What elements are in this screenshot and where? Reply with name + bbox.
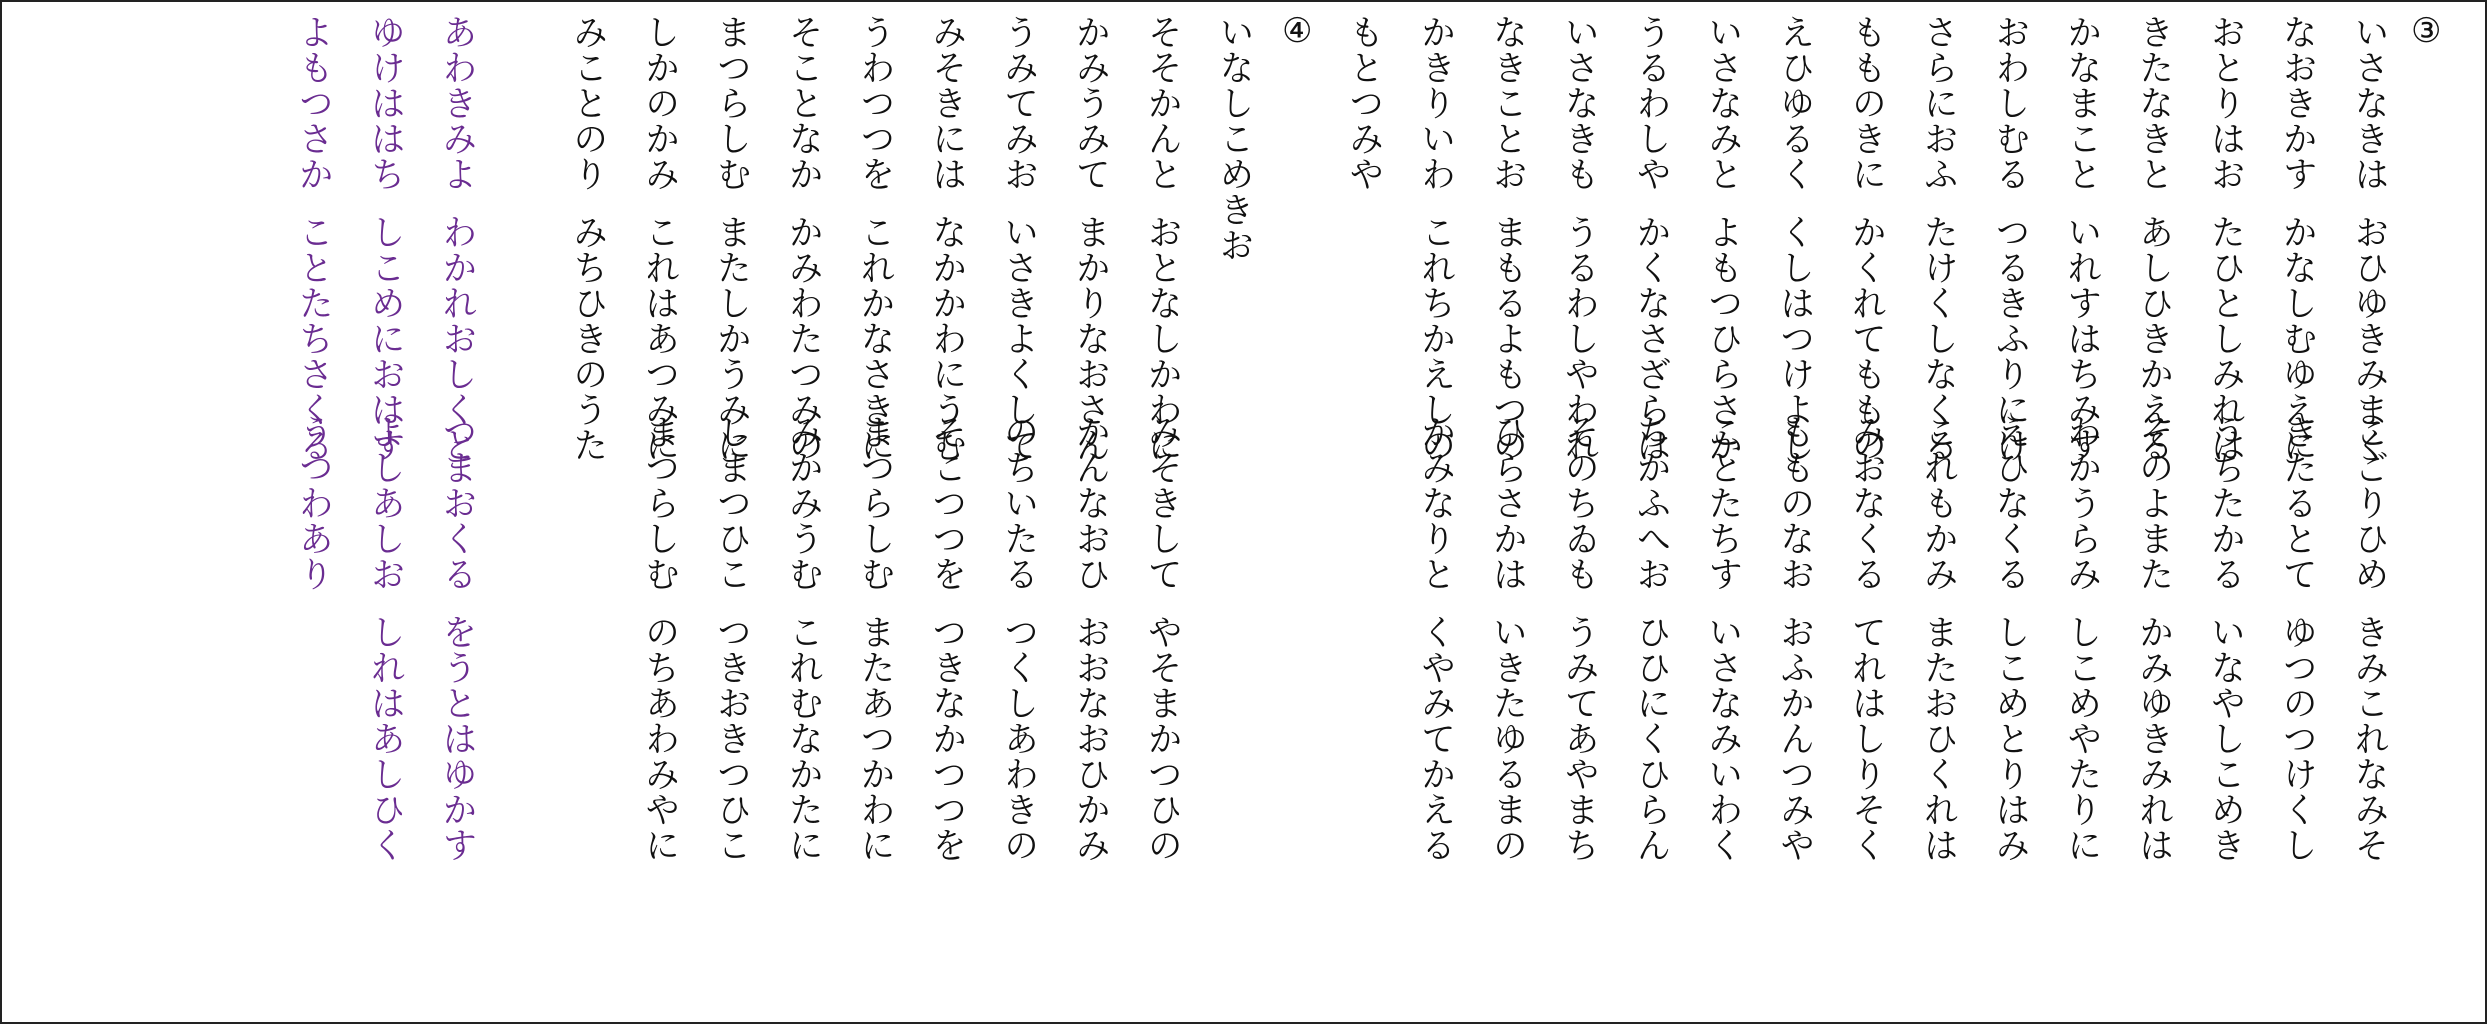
text-segment: みおなくる <box>1846 414 1887 592</box>
text-segment: そのよまた <box>2133 414 2174 592</box>
text-segment: うわつつを <box>855 14 895 192</box>
text-segment: みかみうむ <box>783 414 824 592</box>
text-segment: またしかうみに <box>711 214 752 463</box>
section-marker-3: ③ <box>2411 11 2442 51</box>
section4-lines-column <box>852 14 895 863</box>
text-segment: うつわあり <box>293 414 334 592</box>
section4-lines-column <box>996 14 1039 863</box>
text-segment: おとなしかわに <box>1142 214 1183 463</box>
text-segment: こごりひめ <box>2349 414 2389 592</box>
text-segment: えひゆるく <box>1774 14 1815 192</box>
text-segment: なおきかす <box>2277 14 2318 192</box>
section3-lines-column <box>2202 14 2246 863</box>
section4-lines-column <box>637 14 680 863</box>
section4-lines-column <box>780 14 824 863</box>
text-segment: つきおきつひこ <box>711 614 752 863</box>
text-segment: もとつみや <box>1343 14 1384 192</box>
text-segment: しこめとりはみ <box>1990 614 2030 863</box>
text-segment: なきことお <box>1487 14 1528 192</box>
section3-lines-column <box>1843 14 1887 863</box>
text-segment: いれすはちみす <box>2061 214 2102 463</box>
text-segment: これちかえしの <box>1415 214 1456 463</box>
text-segment: よもつさか <box>293 14 334 192</box>
text-segment: そそかんと <box>1142 14 1183 192</box>
text-segment: しれはあしひく <box>365 614 406 863</box>
text-segment: うるわしや <box>1631 14 1671 192</box>
text-segment: よもつひらさか <box>1702 214 1743 463</box>
text-segment: そこつつを <box>926 414 967 592</box>
section3-lines-column <box>2059 14 2102 863</box>
text-segment: うるわしやわれ <box>1559 214 1600 463</box>
text-segment: みそきには <box>926 14 967 192</box>
text-segment: そのちゐも <box>1559 414 1600 592</box>
text-segment: そことなか <box>783 14 824 192</box>
text-segment: まつらしむ <box>711 14 752 192</box>
text-segment: みことのり <box>567 14 608 192</box>
text-segment: しこめやたりに <box>2061 614 2102 863</box>
text-segment: きみこれなみそ <box>2349 614 2389 863</box>
text-segment: もものなお <box>1774 414 1815 592</box>
section3-lines-column <box>1413 14 1456 863</box>
text-segment: みそきして <box>1142 414 1183 592</box>
text-segment: またおひくれは <box>1918 614 1959 863</box>
text-segment: かみうみて <box>1070 14 1111 192</box>
text-segment: これはあつみに <box>639 214 680 463</box>
text-segment: あしひきかえる <box>2133 214 2174 463</box>
text-segment: いなやしこめき <box>2205 614 2246 863</box>
text-segment: まつらしむ <box>639 414 680 592</box>
text-segment: さらにおふ <box>1918 14 1959 192</box>
text-segment: おふかんつみや <box>1774 614 1815 863</box>
text-segment: まかりなおさん <box>1070 214 1111 463</box>
text-segment: またあつかわに <box>855 614 895 863</box>
text-segment: わかうらみ <box>2061 414 2102 592</box>
section3-lines-column <box>2274 14 2318 863</box>
text-segment: かなしむゆえに <box>2277 214 2318 463</box>
text-segment: ひらさかは <box>1487 414 1528 592</box>
text-segment: うみてみお <box>998 14 1039 192</box>
text-segment: かくれてももの <box>1846 214 1887 463</box>
text-segment: かなまこと <box>2061 14 2102 192</box>
text-segment: いきたゆるまの <box>1487 614 1528 863</box>
text-segment: うちたかる <box>2205 414 2246 592</box>
text-segment: かみゆきみれは <box>2133 614 2174 863</box>
section3-lines-column <box>1484 14 1528 863</box>
section3-lines-column <box>2131 14 2174 863</box>
text-segment: まつらしむ <box>855 414 895 592</box>
text-segment: たひとしみれは <box>2205 214 2246 463</box>
text-segment: なかかわにうむ <box>926 214 967 463</box>
section4-lines-column <box>1139 14 1183 863</box>
text-segment: あわきみよ <box>437 14 477 192</box>
text-segment: これもかみ <box>1918 414 1959 592</box>
text-segment: いなしこめきお <box>1214 14 1254 263</box>
section-marker-4: ④ <box>1282 11 1313 51</box>
text-segment: をうとはゆかす <box>437 614 477 863</box>
section3-lines-column <box>1700 14 1743 863</box>
text-segment: きたなきと <box>2133 14 2174 192</box>
text-segment: かんなおひ <box>1070 414 1111 592</box>
text-segment: つくしあわきの <box>998 614 1039 863</box>
poem-lines-column <box>290 14 334 592</box>
section3-lines-column <box>1556 14 1600 863</box>
text-segment: おとりはお <box>2205 14 2246 192</box>
text-segment: まもるよもつの <box>1487 214 1528 463</box>
text-segment: ひひにくひらん <box>1631 614 1671 863</box>
section3-lines-column <box>1772 14 1815 863</box>
text-segment: つるきふりにけ <box>1990 214 2030 463</box>
section3-lines-column <box>1628 14 1671 863</box>
text-segment: いさなきは <box>2349 14 2389 192</box>
text-segment: これかなさきに <box>855 214 895 463</box>
section3-lines-column <box>1341 14 1384 192</box>
text-segment: かみわたつみの <box>783 214 824 463</box>
text-segment: かくなさざらは <box>1631 214 1671 463</box>
text-segment: つまおくる <box>437 414 477 592</box>
section4-lines-column <box>565 14 608 463</box>
text-segment: ことたちす <box>1702 414 1743 592</box>
text-segment: たけくしなくる <box>1918 214 1959 463</box>
text-segment: くしはつけよし <box>1774 214 1815 463</box>
text-segment: しかのかみ <box>639 14 680 192</box>
text-segment: いさなみいわく <box>1702 614 1743 863</box>
text-segment: ことたちさくる <box>293 214 334 463</box>
text-segment: おわしむる <box>1990 14 2030 192</box>
text-segment: いさきよくして <box>998 214 1039 463</box>
text-segment: いさなきも <box>1559 14 1600 192</box>
poem-lines-column <box>362 14 406 863</box>
section4-lines-column <box>924 14 967 863</box>
text-segment: いさなみと <box>1702 14 1743 192</box>
text-segment: もものきに <box>1846 14 1887 192</box>
text-segment: やそまかつひの <box>1142 614 1183 863</box>
text-segment: おおなおひかみ <box>1070 614 1111 863</box>
text-segment: しまつひこ <box>711 414 752 592</box>
text-segment: わかれおしくと <box>437 214 477 463</box>
text-segment: かみなりと <box>1415 414 1456 592</box>
text-segment: えひなくる <box>1990 414 2030 592</box>
text-segment: うみてあやまち <box>1559 614 1600 863</box>
text-segment: これむなかたに <box>783 614 824 863</box>
text-segment: のちあわみやに <box>639 614 680 863</box>
text-segment: ゆけははち <box>365 14 406 192</box>
text-segment: しこめにおはす <box>365 214 406 463</box>
section4-lines-column <box>708 14 752 863</box>
text-segment: のちいたる <box>998 414 1039 592</box>
text-segment: つきなかつつを <box>926 614 967 863</box>
text-segment: てれはしりそく <box>1846 614 1887 863</box>
text-segment: くやみてかえる <box>1415 614 1456 863</box>
text-segment: かきりいわ <box>1415 14 1456 192</box>
text-segment: みちひきのうた <box>567 214 608 463</box>
section4-lines-column <box>1211 14 1254 263</box>
section4-lines-column <box>1067 14 1111 863</box>
text-segment: よしあしお <box>365 414 406 592</box>
section3-lines-column <box>1987 14 2030 863</box>
text-segment: ゆつのつけくし <box>2277 614 2318 863</box>
text-segment: おひゆきみまく <box>2349 214 2389 463</box>
section3-lines-column <box>2346 14 2389 863</box>
section3-lines-column <box>1915 14 1959 863</box>
text-segment: ちかふへお <box>1631 414 1671 592</box>
text-segment: きたるとて <box>2277 414 2318 592</box>
poem-lines-column <box>434 14 477 863</box>
